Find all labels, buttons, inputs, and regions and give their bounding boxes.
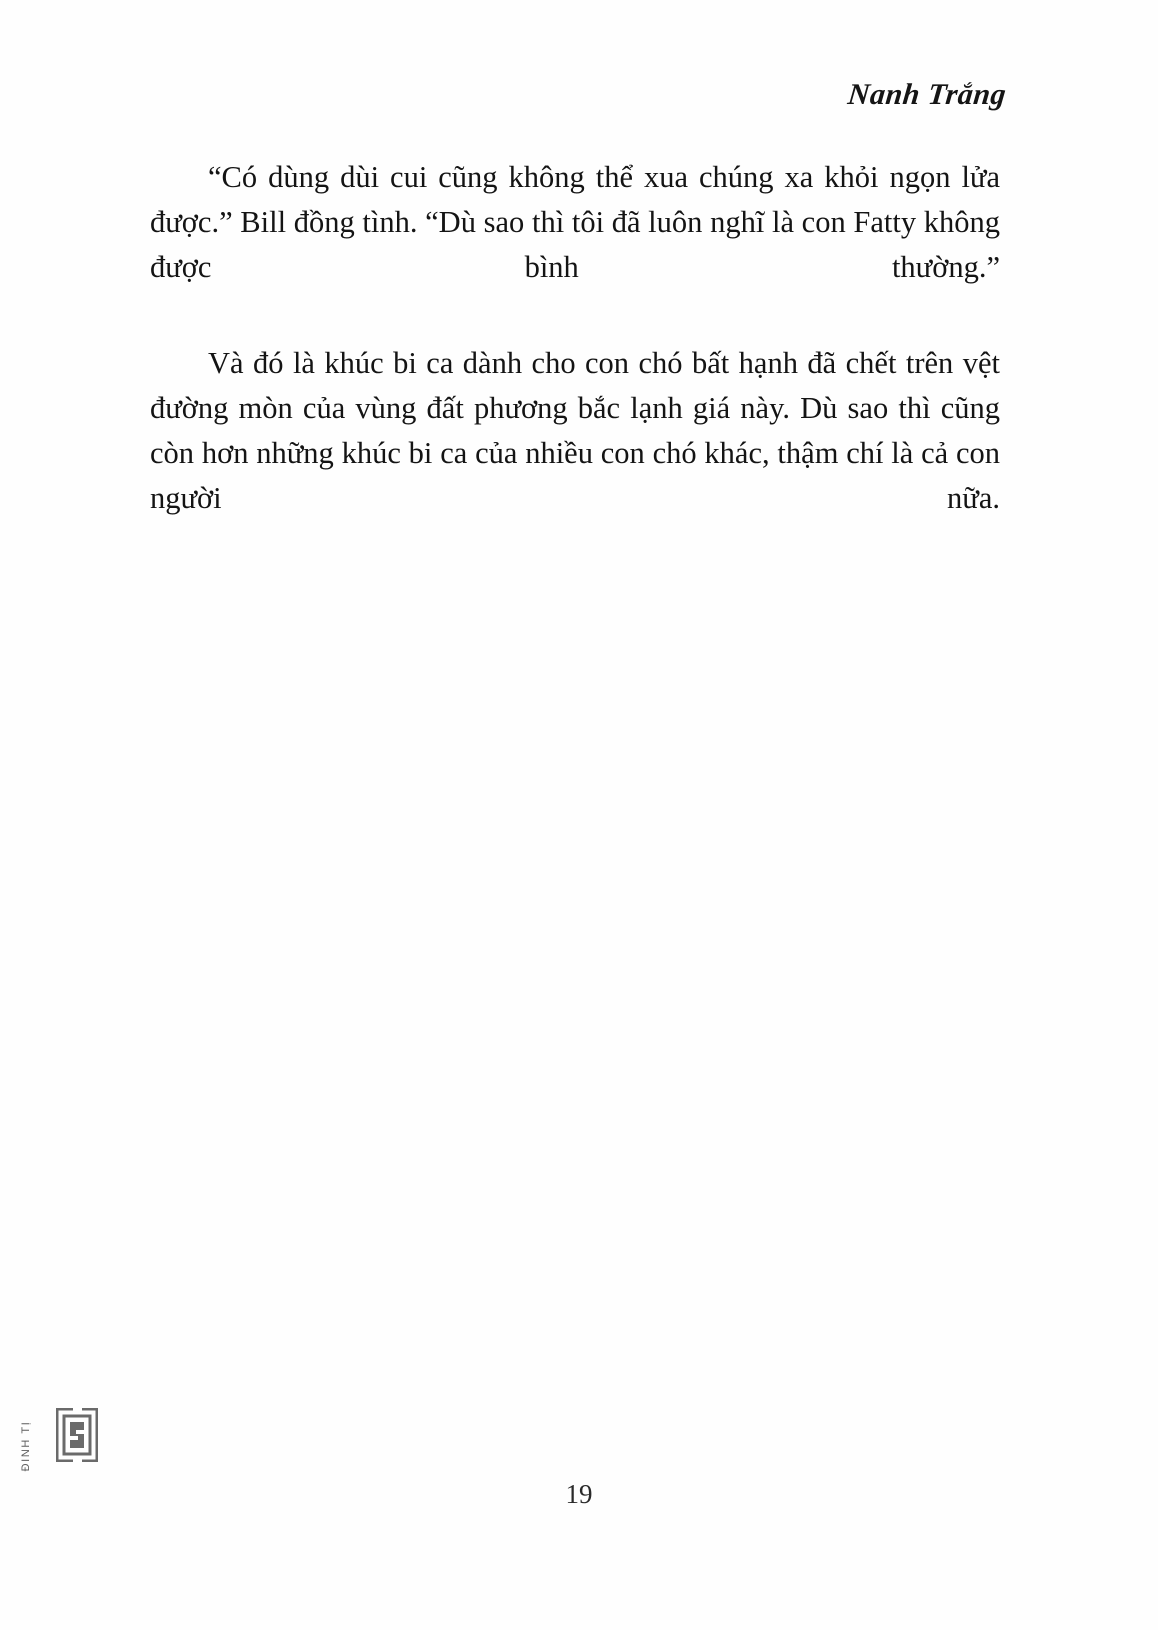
page-number: 19 (565, 1479, 593, 1509)
page-body-text (150, 155, 1000, 566)
publisher-colophon (20, 1404, 98, 1482)
paragraph: “Có dùng dùi cui cũng không thể xua chúng xa khỏi ngọn lửa được.” Bill đồng tình. “Dù sao thì tôi đã luôn nghĩ là con Fatty không được bình thường.” (150, 160, 1000, 284)
publisher-name: ĐINH TỊ (20, 1420, 32, 1472)
publisher-logo-icon (56, 1408, 98, 1462)
running-head-title: Nanh Trắng (846, 78, 1008, 111)
paragraph: Và đó là khúc bi ca dành cho con chó bất hạnh đã chết trên vệt đường mòn của vùng đất phương bắc lạnh giá này. Dù sao thì cũng còn hơn những khúc bi ca của nhiều con chó khác, thậm chí là cả con người nữa. (150, 346, 1000, 515)
